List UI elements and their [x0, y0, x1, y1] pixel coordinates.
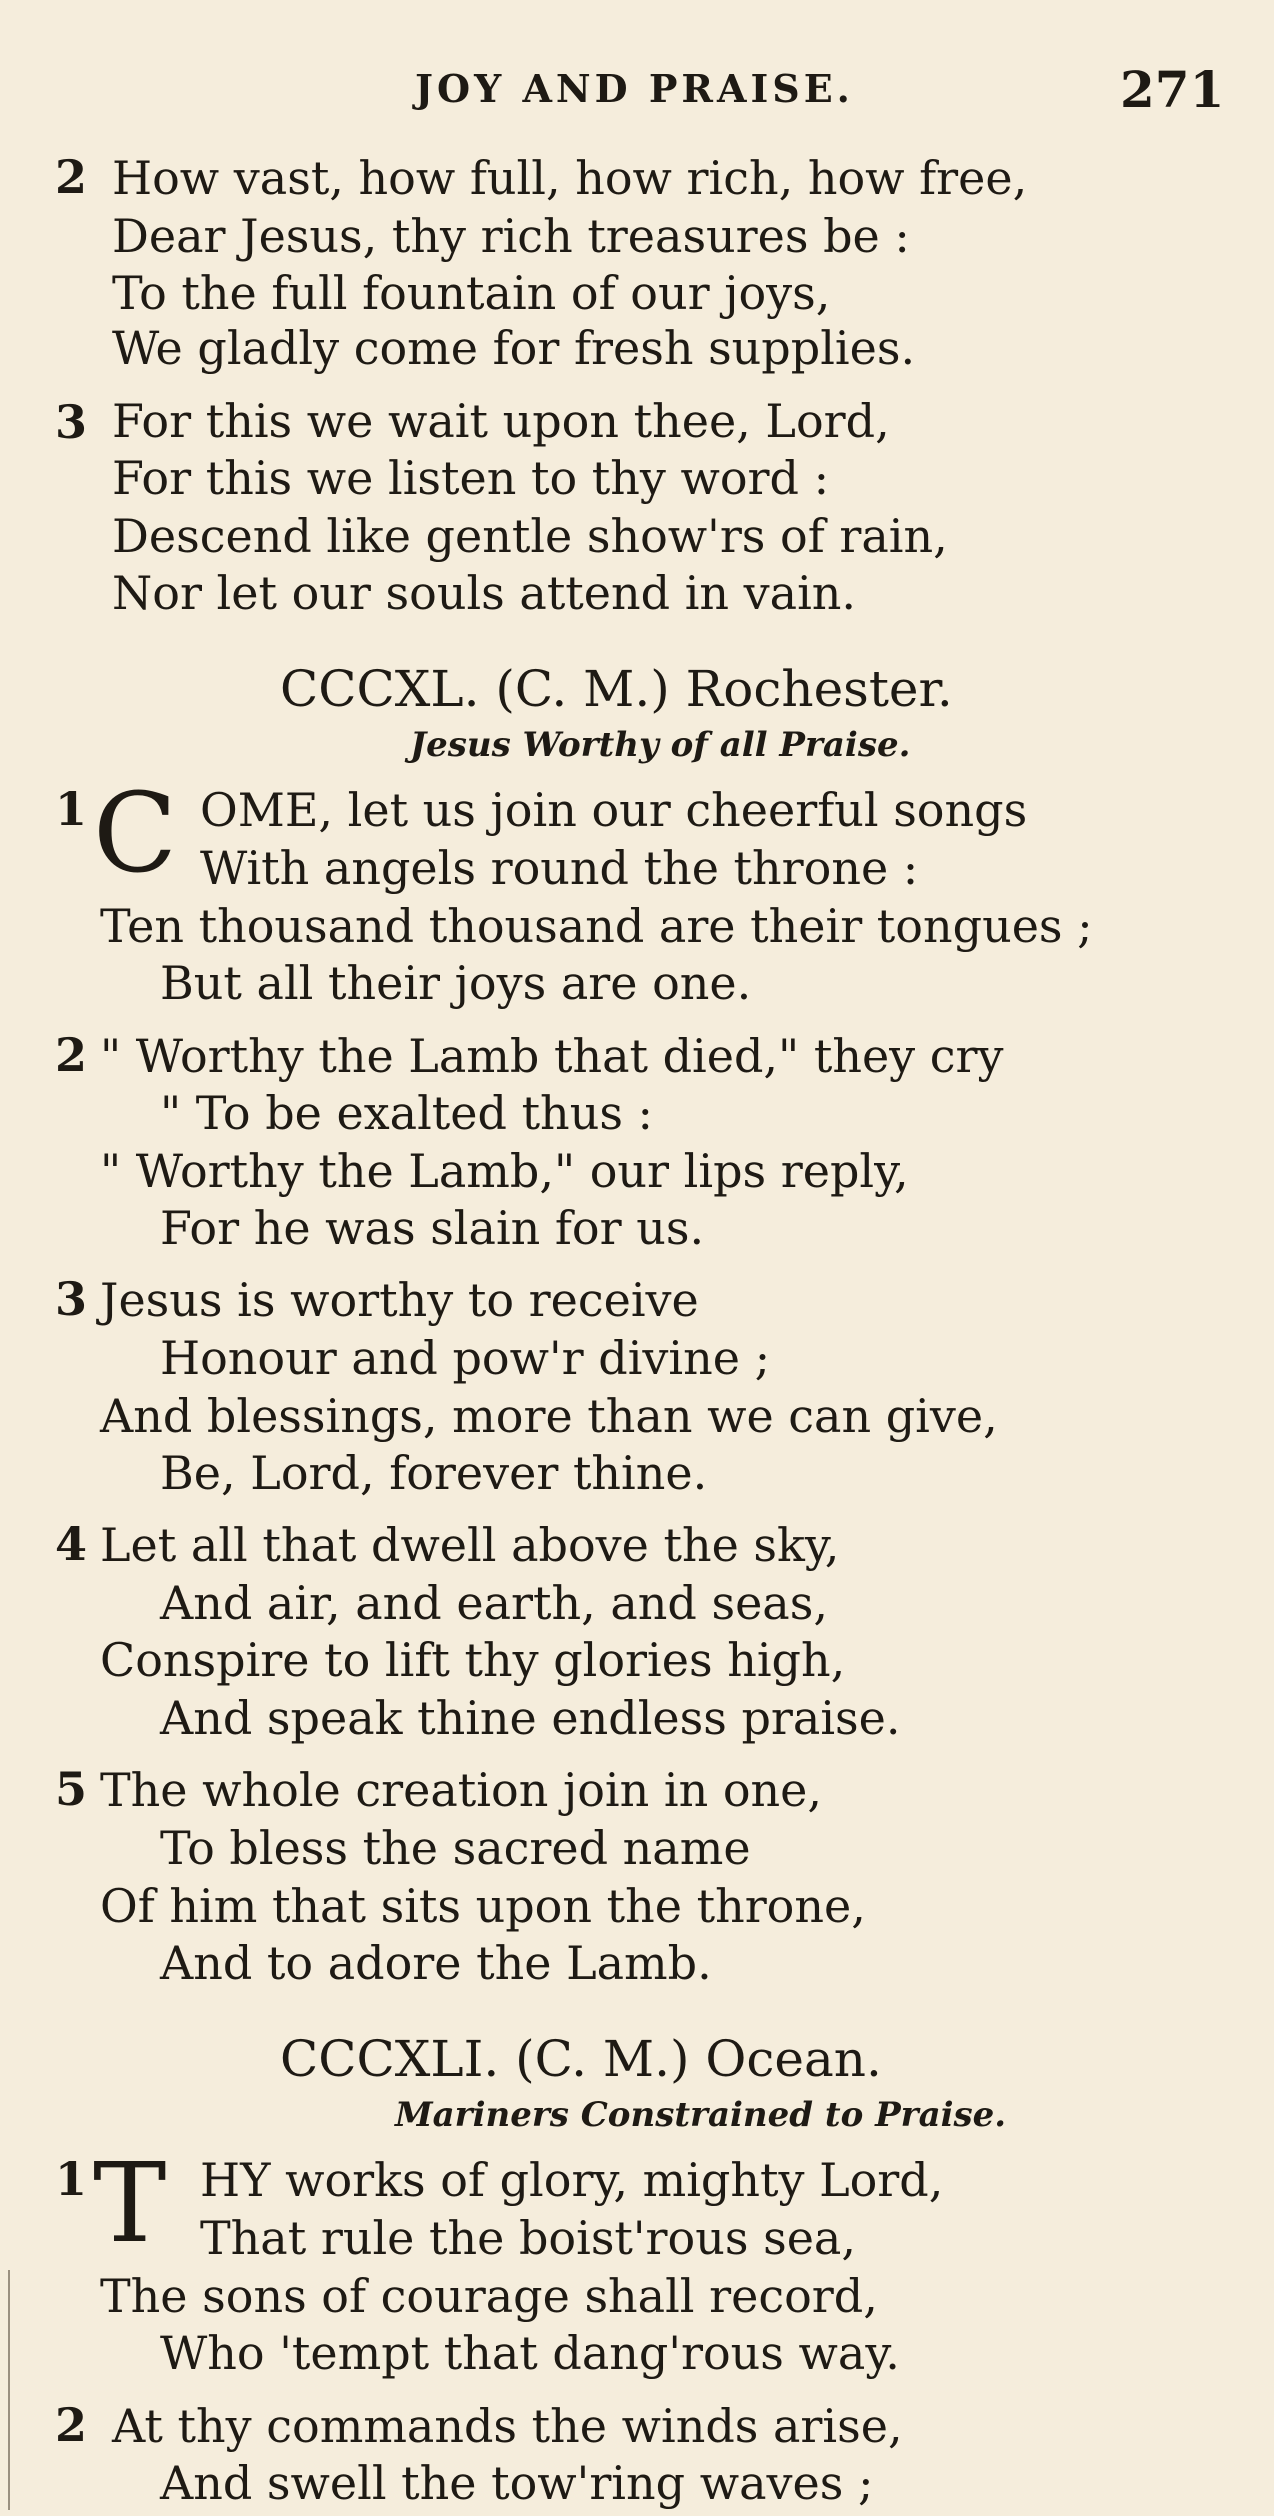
drop-cap: T	[93, 2139, 167, 2267]
verse-line: We gladly come for fresh supplies.	[112, 321, 916, 375]
verse-number: 2	[55, 2398, 88, 2452]
verse-line: Jesus is worthy to receive	[100, 1273, 699, 1327]
verse-line: " Worthy the Lamb that died," they cry	[100, 1029, 1004, 1083]
verse-line: Be, Lord, forever thine.	[160, 1446, 708, 1500]
verse-line: Ten thousand thousand are their tongues ;	[100, 899, 1093, 953]
drop-cap: C	[93, 769, 178, 897]
verse-line: Nor let our souls attend in vain.	[112, 566, 857, 620]
verse-line: And to adore the Lamb.	[160, 1936, 712, 1990]
hymn-heading: CCCXLI. (C. M.) Ocean.	[280, 2030, 882, 2088]
verse-line: And blessings, more than we can give,	[100, 1389, 998, 1443]
verse-line: That rule the boist'rous sea,	[200, 2211, 856, 2265]
verse-line: Conspire to lift thy glories high,	[100, 1633, 846, 1687]
verse-line: " Worthy the Lamb," our lips reply,	[100, 1144, 909, 1198]
verse-line: Of him that sits upon the throne,	[100, 1879, 866, 1933]
verse-number: 1	[55, 2152, 88, 2206]
verse-number: 2	[55, 1028, 88, 1082]
verse-line: Let all that dwell above the sky,	[100, 1518, 840, 1572]
verse-number: 4	[55, 1517, 88, 1571]
hymn-subtitle: Mariners Constrained to Praise.	[395, 2095, 1007, 2135]
verse-line: But all their joys are one.	[160, 956, 752, 1010]
verse-line: To the full fountain of our joys,	[112, 266, 831, 320]
verse-line: Dear Jesus, thy rich treasures be :	[112, 209, 910, 263]
verse-number: 2	[55, 150, 88, 204]
verse-line: At thy commands the winds arise,	[112, 2399, 903, 2453]
page-number: 271	[1120, 60, 1225, 119]
verse-line: For this we wait upon thee, Lord,	[112, 394, 890, 448]
verse-line: OME, let us join our cheerful songs	[200, 783, 1028, 837]
binding-edge-line	[8, 2270, 10, 2510]
verse-number: 3	[55, 1272, 88, 1326]
verse-line: The whole creation join in one,	[100, 1763, 822, 1817]
hymn-heading: CCCXL. (C. M.) Rochester.	[280, 660, 953, 718]
verse-line: For this we listen to thy word :	[112, 451, 830, 505]
verse-line: Honour and pow'r divine ;	[160, 1331, 771, 1385]
running-header: JOY AND PRAISE.	[415, 66, 854, 111]
verse-line: Who 'tempt that dang'rous way.	[160, 2326, 900, 2380]
verse-line: How vast, how full, how rich, how free,	[112, 151, 1028, 205]
verse-line: And speak thine endless praise.	[160, 1691, 901, 1745]
verse-line: And air, and earth, and seas,	[160, 1576, 828, 1630]
verse-line: HY works of glory, mighty Lord,	[200, 2153, 944, 2207]
verse-line: To bless the sacred name	[160, 1821, 751, 1875]
verse-line: For he was slain for us.	[160, 1201, 705, 1255]
verse-number: 3	[55, 395, 88, 449]
verse-number: 1	[55, 782, 88, 836]
verse-number: 5	[55, 1762, 88, 1816]
verse-line: And swell the tow'ring waves ;	[160, 2456, 874, 2510]
verse-line: The sons of courage shall record,	[100, 2269, 878, 2323]
verse-line: Descend like gentle show'rs of rain,	[112, 509, 948, 563]
verse-line: " To be exalted thus :	[160, 1086, 654, 1140]
hymn-subtitle: Jesus Worthy of all Praise.	[410, 725, 911, 765]
verse-line: With angels round the throne :	[200, 841, 919, 895]
